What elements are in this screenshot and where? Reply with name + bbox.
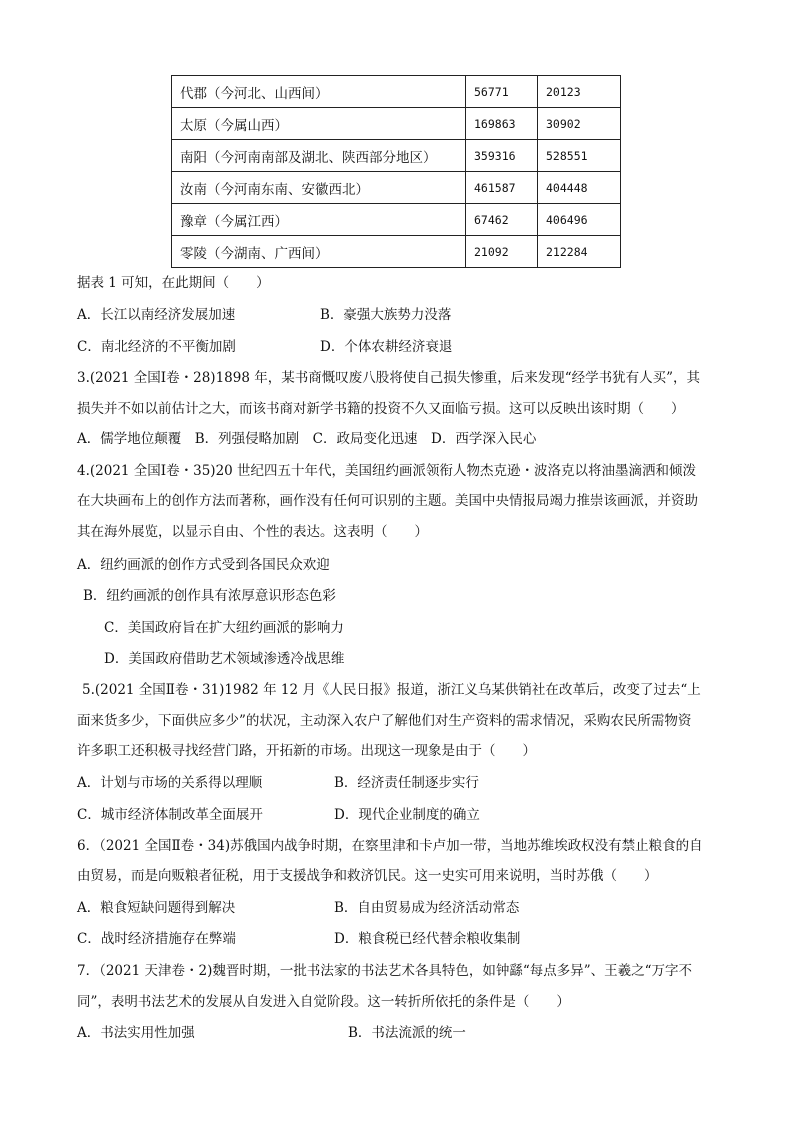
q5-stem-line1: 5.(2021 全国Ⅱ卷・31)1982 年 12 月《人民日报》报道，浙江义乌某供销社在改革后，改变了过去“上 [82, 682, 701, 698]
q4-option-d[interactable]: D．美国政府借助艺术领域渗透冷战思维 [104, 651, 345, 667]
q4-option-a[interactable]: A．纽约画派的创作方式受到各国民众欢迎 [77, 557, 330, 573]
q2-stem: 据表 1 可知，在此期间（ ） [77, 275, 270, 291]
value-cell-2: 404448 [538, 172, 621, 204]
q4-stem-line3: 其在海外展览，以显示自由、个性的表达。这表明（ ） [77, 524, 428, 540]
q3-options[interactable]: A．儒学地位颠覆 B．列强侵略加剧 C．政局变化迅速 D．西学深入民心 [77, 431, 537, 447]
q5-stem-line3: 许多职工还积极寻找经营门路，开拓新的市场。出现这一现象是由于（ ） [77, 743, 536, 759]
q3-stem-line2: 损失并不如以前估计之大，而该书商对新学书籍的投资不久又面临亏损。这可以反映出该时期（ ） [77, 401, 685, 417]
table-row [172, 76, 621, 108]
q6-option-b[interactable]: B．自由贸易成为经济活动常态 [334, 900, 520, 916]
q6-option-a[interactable]: A．粮食短缺问题得到解决 [77, 900, 236, 916]
value-cell-2: 212284 [538, 236, 621, 268]
value-cell-2: 30902 [538, 108, 621, 140]
q3-stem-line1: 3.(2021 全国Ⅰ卷・28)1898 年，某书商慨叹废八股将使自己损失惨重，后来发现“经学书犹有人买”，其 [77, 370, 701, 386]
q5-option-c[interactable]: C．城市经济体制改革全面展开 [77, 807, 263, 823]
q7-option-b[interactable]: B．书法流派的统一 [348, 1025, 466, 1041]
q6-option-c[interactable]: C．战时经济措施存在弊端 [77, 931, 236, 947]
q2-option-a[interactable]: A．长江以南经济发展加速 [77, 307, 236, 323]
population-table [171, 75, 621, 268]
table-row [172, 204, 621, 236]
region-cell: 太原（今属山西） [172, 108, 466, 140]
region-cell: 代郡（今河北、山西间） [172, 76, 466, 108]
q4-option-b[interactable]: B．纽约画派的创作具有浓厚意识形态色彩 [83, 588, 336, 604]
table-row [172, 108, 621, 140]
table-row [172, 140, 621, 172]
q6-option-d[interactable]: D．粮食税已经代替余粮收集制 [334, 931, 521, 947]
q2-option-c[interactable]: C．南北经济的不平衡加剧 [77, 339, 236, 355]
q7-option-a[interactable]: A．书法实用性加强 [77, 1025, 195, 1041]
value-cell-2: 528551 [538, 140, 621, 172]
table-row [172, 172, 621, 204]
q5-option-b[interactable]: B．经济责任制逐步实行 [334, 775, 479, 791]
value-cell-1: 67462 [466, 204, 538, 236]
q6-stem-line1: 6．（2021 全国Ⅱ卷・34)苏俄国内战争时期，在察里津和卡卢加一带，当地苏维埃政权没有禁止粮食的自 [77, 838, 703, 854]
q6-stem-line2: 由贸易，而是向贩粮者征税，用于支援战争和救济饥民。这一史实可用来说明，当时苏俄（ ） [77, 868, 658, 884]
q2-option-d[interactable]: D．个体农耕经济衰退 [320, 339, 453, 355]
q5-option-d[interactable]: D．现代企业制度的确立 [334, 807, 480, 823]
q4-stem-line2: 在大块画布上的创作方法而著称，画作没有任何可识别的主题。美国中央情报局竭力推崇该画派，并资助 [77, 493, 698, 509]
value-cell-1: 56771 [466, 76, 538, 108]
value-cell-1: 359316 [466, 140, 538, 172]
value-cell-2: 406496 [538, 204, 621, 236]
region-cell: 豫章（今属江西） [172, 204, 466, 236]
q7-stem-line1: 7．（2021 天津卷・2)魏晋时期，一批书法家的书法艺术各具特色，如钟繇“每点多异”、王羲之“万字不 [77, 963, 693, 979]
table-row [172, 236, 621, 268]
region-cell: 汝南（今河南东南、安徽西北） [172, 172, 466, 204]
q4-stem-line1: 4.(2021 全国Ⅰ卷・35)20 世纪四五十年代，美国纽约画派领衔人物杰克逊・波洛克以将油墨滴洒和倾泼 [77, 463, 697, 479]
q5-stem-line2: 面来货多少，下面供应多少”的状况，主动深入农户了解他们对生产资料的需求情况，采购农民所需物资 [77, 713, 692, 729]
q2-option-b[interactable]: B．豪强大族势力没落 [320, 307, 452, 323]
value-cell-1: 169863 [466, 108, 538, 140]
q4-option-c[interactable]: C．美国政府旨在扩大纽约画派的影响力 [104, 620, 344, 636]
q7-stem-line2: 同”，表明书法艺术的发展从自发进入自觉阶段。这一转折所依托的条件是（ ） [77, 994, 570, 1010]
value-cell-2: 20123 [538, 76, 621, 108]
region-cell: 南阳（今河南南部及湖北、陕西部分地区） [172, 140, 466, 172]
region-cell: 零陵（今湖南、广西间） [172, 236, 466, 268]
value-cell-1: 21092 [466, 236, 538, 268]
value-cell-1: 461587 [466, 172, 538, 204]
q5-option-a[interactable]: A．计划与市场的关系得以理顺 [77, 775, 263, 791]
